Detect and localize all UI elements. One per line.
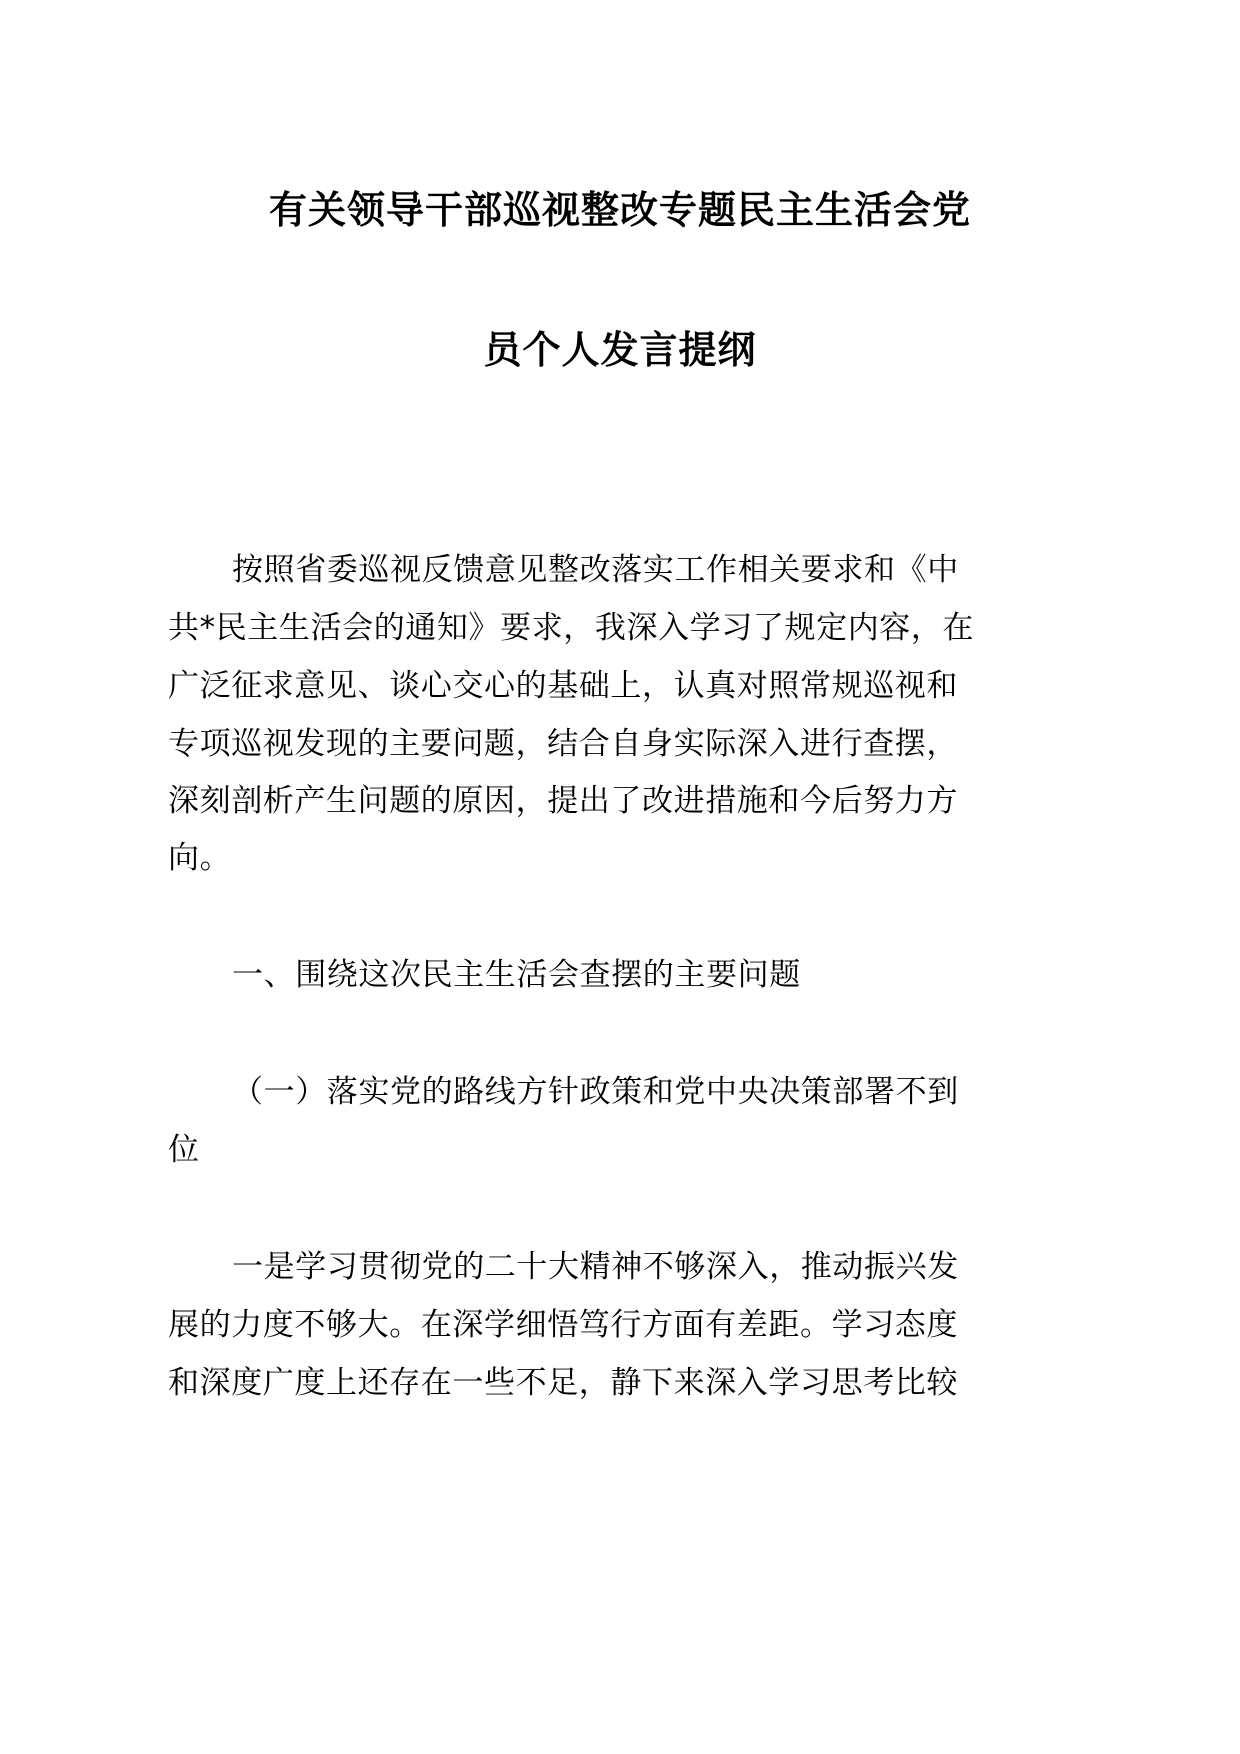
intro-line: 深刻剖析产生问题的原因，提出了改进措施和今后努力方 [168, 783, 958, 819]
section-heading: 一、围绕这次民主生活会查摆的主要问题 [232, 957, 801, 993]
intro-line: 按照省委巡视反馈意见整改落实工作相关要求和《中 [232, 552, 959, 588]
intro-line: 向。 [168, 840, 232, 876]
intro-line: 广泛征求意见、谈心交心的基础上，认真对照常规巡视和 [168, 668, 958, 704]
intro-line: 共*民主生活会的通知》要求，我深入学习了规定内容，在 [168, 610, 975, 646]
point-one-line: 和深度广度上还存在一些不足，静下来深入学习思考比较 [168, 1365, 958, 1401]
subsection-heading-line: （一）落实党的路线方针政策和党中央决策部署不到 [232, 1074, 959, 1110]
intro-line: 专项巡视发现的主要问题，结合自身实际深入进行查摆， [168, 726, 958, 762]
point-one-line: 展的力度不够大。在深学细悟笃行方面有差距。学习态度 [168, 1307, 958, 1343]
point-one-line: 一是学习贯彻党的二十大精神不够深入，推动振兴发 [232, 1249, 959, 1285]
subsection-heading-line: 位 [168, 1132, 200, 1168]
document-title-line-1: 有关领导干部巡视整改专题民主生活会党 [268, 188, 971, 232]
document-title-line-2: 员个人发言提纲 [483, 328, 757, 372]
